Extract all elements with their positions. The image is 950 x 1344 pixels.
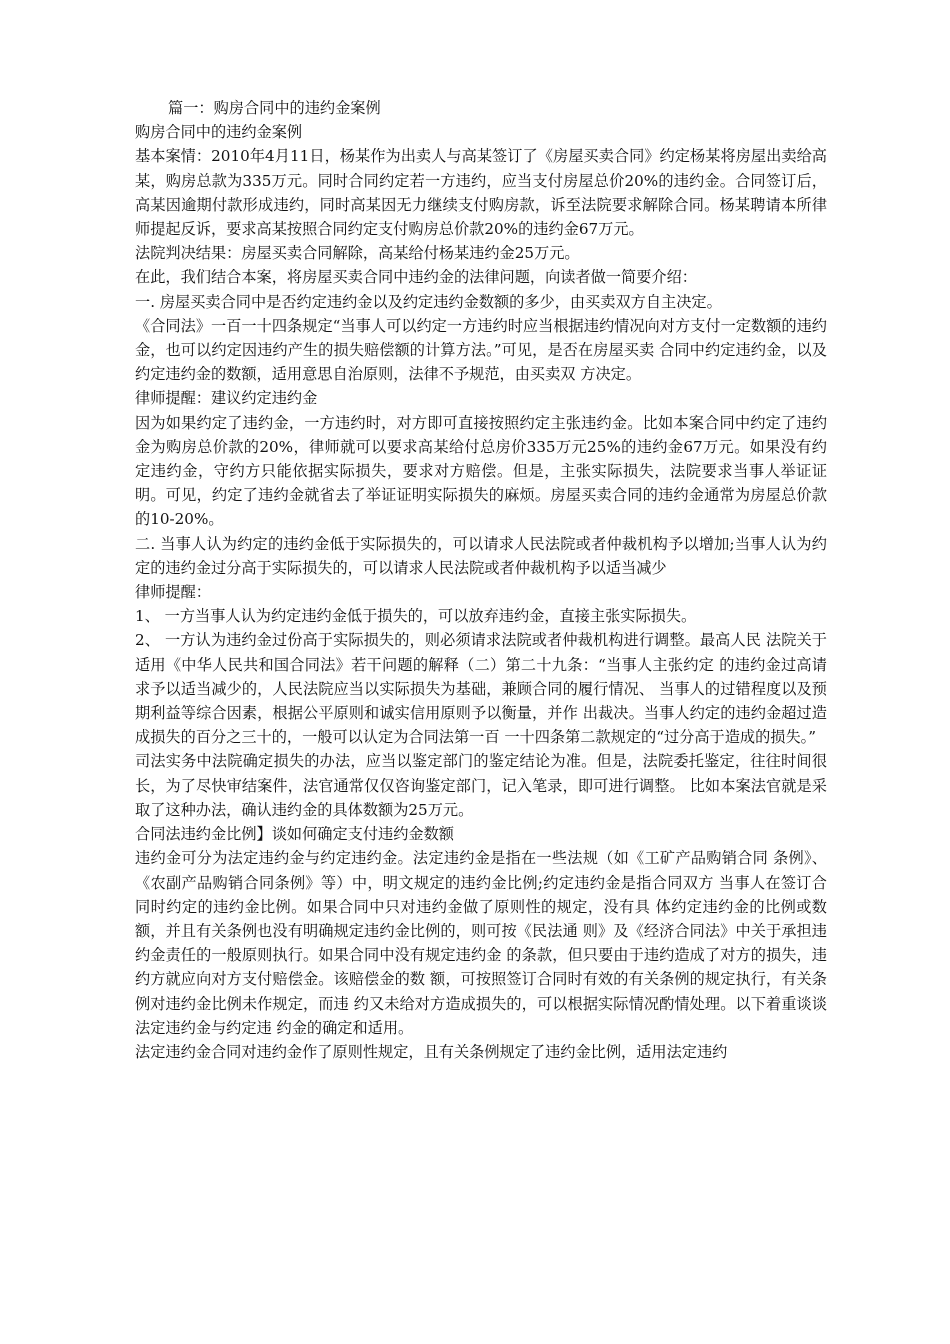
paragraph-lawyer-tip-1: 律师提醒：建议约定违约金 [135, 389, 318, 408]
paragraph-reason: 因为如果约定了违约金，一方违约时，对方即可直接按照约定主张违约金。比如本案合同中约定了违约金为购房总价款的20%，律师就可以要求高某给付总房价335万元25%的违约金67万元。如果没有约定违约金，守约方只能依据实际损失，要求对方赔偿。但是，主张实际损失，法院要求当事人举证证明。可见，约定了违约金就省去了举证证明实际损失的麻烦。房屋买卖合同的违约金通常为房屋总价款的10-20%。 [135, 413, 827, 529]
list-item-1: 1、 一方当事人认为约定违约金低于损失的，可以放弃违约金，直接主张实际损失。 [135, 607, 697, 626]
paragraph-section-heading: 合同法违约金比例】谈如何确定支付违约金数额 [135, 825, 454, 844]
paragraph-case-facts: 基本案情：2010年4月11日，杨某作为出卖人与高某签订了《房屋买卖合同》约定杨某将房屋出卖给高某，购房总款为335万元。同时合同约定若一方违约，应当支付房屋总价20%的违约金。合同签订后，高某因逾期付款形成违约，同时高某因无力继续支付购房款，诉至法院要求解除合同。杨某聘请本所律师提起反诉，要求高某按照合同约定支付购房总价款20%的违约金67万元。 [135, 147, 827, 239]
document-page [135, 96, 827, 1064]
paragraph-subtitle: 购房合同中的违约金案例 [135, 123, 303, 142]
paragraph-contract-law-114: 《合同法》一百一十四条规定“当事人可以约定一方违约时应当根据违约情况向对方支付一定数额的违约金，也可以约定因违约产生的损失赔偿额的计算方法。”可见，是否在房屋买卖 合同中约定违约金，以及约定违约金的数额，适用意思自治原则，法律不予规范，由买卖双 方决定。 [135, 316, 827, 384]
paragraph-judicial-practice: 司法实务中法院确定损失的办法，应当以鉴定部门的鉴定结论为准。但是，法院委托鉴定，往往时间很长，为了尽快审结案件，法官通常仅仅咨询鉴定部门，记入笔录，即可进行调整。 比如本案法官就是采取了这种办法，确认违约金的具体数额为25万元。 [135, 752, 827, 819]
paragraph-point-one: 一. 房屋买卖合同中是否约定违约金以及约定违约金数额的多少，由买卖双方自主决定。 [135, 292, 722, 311]
document-title: 篇一：购房合同中的违约金案例 [168, 99, 381, 117]
paragraph-point-two: 二. 当事人认为约定的违约金低于实际损失的，可以请求人民法院或者仲裁机构予以增加;当事人认为约定的违约金过分高于实际损失的，可以请求人民法院或者仲裁机构予以适当减少 [135, 534, 827, 577]
paragraph-statutory-penalty: 法定违约金合同对违约金作了原则性规定，且有关条例规定了违约金比例，适用法定违约 [135, 1042, 728, 1061]
paragraph-judgment: 法院判决结果：房屋买卖合同解除，高某给付杨某违约金25万元。 [135, 244, 580, 263]
paragraph-penalty-types: 违约金可分为法定违约金与约定违约金。法定违约金是指在一些法规（如《工矿产品购销合同 条例》、《农副产品购销合同条例》等）中，明文规定的违约金比例;约定违约金是指合同双方 当事人在签订合同时约定的违约金比例。如果合同中只对违约金做了原则性的规定，没有具 体约定违约金的比例或数额，并且有关条例也没有明确规定违约金比例的，则可按《民法通 则》及《经济合同法》中关于承担违约金责任的一般原则执行。如果合同中没有规定违约金 的条款，但只要由于违约造成了对方的损失，违约方就应向对方支付赔偿金。该赔偿金的数 额，可按照签订合同时有效的有关条例的规定执行，有关条例对违约金比例未作规定，而违 约又未给对方造成损失的，可以根据实际情况酌情处理。以下着重谈谈法定违约金与约定违 约金的确定和适用。 [135, 849, 827, 1037]
paragraph-intro: 在此，我们结合本案，将房屋买卖合同中违约金的法律问题，向读者做一简要介绍： [135, 268, 697, 287]
list-item-2: 2、 一方认为违约金过份高于实际损失的，则必须请求法院或者仲裁机构进行调整。最高人民 法院关于适用《中华人民共和国合同法》若干问题的解释（二）第二十九条：“当事人主张约定 的违约金过高请求予以适当减少的，人民法院应当以实际损失为基础，兼顾合同的履行情况、 当事人的过错程度以及预期利益等综合因素，根据公平原则和诚实信用原则予以衡量，并作 出裁决。当事人约定的违约金超过造成损失的百分之三十的，一般可以认定为合同法第一百 一十四条第二款规定的“过分高于造成的损失。” [135, 631, 827, 747]
paragraph-lawyer-tip-2: 律师提醒： [135, 583, 211, 602]
